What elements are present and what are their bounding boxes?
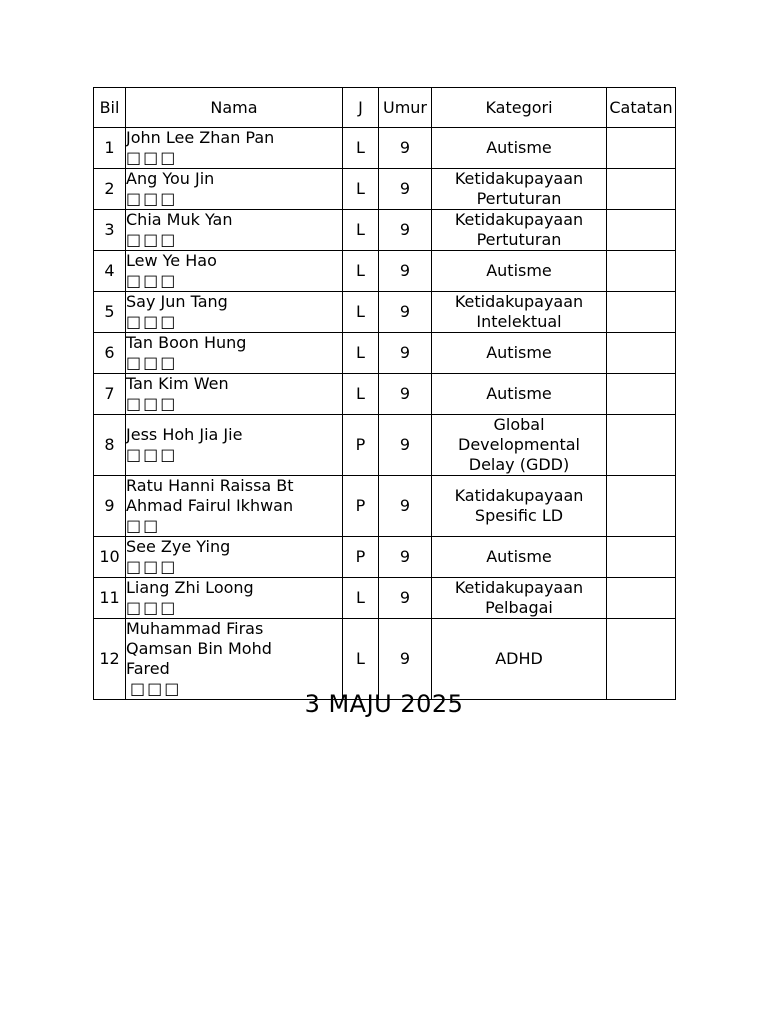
cell-catatan — [607, 251, 676, 292]
cell-bil: 9 — [94, 476, 126, 537]
kategori-line: Developmental — [458, 435, 580, 454]
header-catatan: Catatan — [607, 88, 676, 128]
student-name-line: Tan Boon Hung — [126, 333, 247, 352]
kategori-line: Ketidakupayaan — [454, 210, 584, 229]
cell-kategori — [432, 292, 607, 333]
kategori-line: Ketidakupayaan — [454, 292, 584, 311]
kategori-line: Autisme — [486, 138, 552, 157]
cell-catatan — [607, 169, 676, 210]
table-row — [94, 476, 676, 537]
cell-jantina: P — [343, 537, 379, 578]
cell-catatan — [607, 476, 676, 537]
kategori-line: Katidakupayaan — [454, 486, 584, 505]
header-nama: Nama — [126, 88, 343, 128]
cell-kategori — [432, 251, 607, 292]
student-name-line: Muhammad Firas — [126, 619, 264, 638]
cell-umur: 9 — [379, 415, 432, 476]
cell-nama — [126, 619, 343, 700]
cell-kategori — [432, 210, 607, 251]
student-name-line: See Zye Ying — [126, 537, 231, 556]
cell-umur: 9 — [379, 333, 432, 374]
cell-jantina: P — [343, 415, 379, 476]
header-umur: Umur — [379, 88, 432, 128]
student-chinese-name: □□□ — [126, 353, 178, 372]
cell-umur: 9 — [379, 210, 432, 251]
cell-nama — [126, 251, 343, 292]
table-row — [94, 374, 676, 415]
document-date: 3 MAJU 2025 — [304, 690, 464, 718]
table-row — [94, 128, 676, 169]
table-row — [94, 210, 676, 251]
cell-jantina: L — [343, 619, 379, 700]
cell-umur: 9 — [379, 578, 432, 619]
cell-kategori — [432, 619, 607, 700]
student-name-line: Tan Kim Wen — [126, 374, 229, 393]
student-chinese-name: □□□ — [126, 598, 178, 617]
student-chinese-name: □□□ — [126, 189, 178, 208]
student-name-line: Ang You Jin — [126, 169, 215, 188]
student-chinese-name: □□□ — [126, 230, 178, 249]
cell-catatan — [607, 578, 676, 619]
kategori-line: Global — [493, 415, 545, 434]
cell-umur: 9 — [379, 251, 432, 292]
student-name-line: Lew Ye Hao — [126, 251, 217, 270]
student-name-line: Jess Hoh Jia Jie — [126, 425, 243, 444]
header-kategori: Kategori — [432, 88, 607, 128]
cell-umur: 9 — [379, 476, 432, 537]
student-chinese-name: □□□ — [126, 445, 178, 464]
student-name-line: Say Jun Tang — [126, 292, 228, 311]
cell-kategori — [432, 415, 607, 476]
cell-bil: 8 — [94, 415, 126, 476]
cell-jantina: L — [343, 578, 379, 619]
cell-jantina: L — [343, 251, 379, 292]
kategori-line: Pertuturan — [476, 189, 562, 208]
cell-catatan — [607, 333, 676, 374]
kategori-line: Ketidakupayaan — [454, 578, 584, 597]
cell-kategori — [432, 374, 607, 415]
cell-umur: 9 — [379, 128, 432, 169]
table-row — [94, 292, 676, 333]
cell-nama — [126, 333, 343, 374]
table-body — [94, 128, 676, 700]
cell-kategori — [432, 476, 607, 537]
cell-kategori — [432, 169, 607, 210]
cell-catatan — [607, 210, 676, 251]
cell-catatan — [607, 537, 676, 578]
cell-nama — [126, 537, 343, 578]
student-name-line: Liang Zhi Loong — [126, 578, 254, 597]
table-row — [94, 415, 676, 476]
kategori-line: Autisme — [486, 547, 552, 566]
kategori-line: Spesific LD — [474, 506, 564, 525]
student-name-line: Fared — [126, 659, 170, 678]
cell-nama — [126, 210, 343, 251]
cell-bil: 4 — [94, 251, 126, 292]
kategori-line: ADHD — [495, 649, 543, 668]
cell-bil: 3 — [94, 210, 126, 251]
cell-umur: 9 — [379, 169, 432, 210]
cell-catatan — [607, 415, 676, 476]
student-chinese-name: □□□ — [126, 394, 178, 413]
table-row — [94, 619, 676, 700]
cell-nama — [126, 169, 343, 210]
student-name-line: Qamsan Bin Mohd — [126, 639, 272, 658]
cell-kategori — [432, 333, 607, 374]
kategori-line: Ketidakupayaan — [454, 169, 584, 188]
cell-bil: 6 — [94, 333, 126, 374]
cell-catatan — [607, 292, 676, 333]
cell-bil: 1 — [94, 128, 126, 169]
cell-bil: 12 — [94, 619, 126, 700]
cell-jantina: L — [343, 374, 379, 415]
kategori-line: Autisme — [486, 343, 552, 362]
table-row — [94, 169, 676, 210]
cell-jantina: L — [343, 210, 379, 251]
student-chinese-name: □□□ — [126, 148, 178, 167]
kategori-line: Intelektual — [476, 312, 562, 331]
cell-umur: 9 — [379, 619, 432, 700]
cell-nama — [126, 374, 343, 415]
header-bil: Bil — [94, 88, 126, 128]
student-chinese-name: □□□ — [126, 557, 178, 576]
student-chinese-name: □□□ — [126, 312, 178, 331]
cell-nama — [126, 578, 343, 619]
cell-umur: 9 — [379, 374, 432, 415]
cell-jantina: P — [343, 476, 379, 537]
cell-umur: 9 — [379, 537, 432, 578]
cell-catatan — [607, 374, 676, 415]
student-chinese-name: □□ — [126, 516, 161, 535]
student-name-line: Ratu Hanni Raissa Bt — [126, 476, 294, 495]
cell-bil: 10 — [94, 537, 126, 578]
student-chinese-name: □□□ — [130, 679, 182, 698]
table-row — [94, 333, 676, 374]
kategori-line: Pelbagai — [485, 598, 553, 617]
student-chinese-name: □□□ — [126, 271, 178, 290]
student-name-line: Ahmad Fairul Ikhwan — [126, 496, 294, 515]
table-row — [94, 251, 676, 292]
kategori-line: Autisme — [486, 384, 552, 403]
cell-jantina: L — [343, 169, 379, 210]
table-header-row — [94, 88, 676, 128]
table-row — [94, 537, 676, 578]
cell-nama — [126, 476, 343, 537]
cell-jantina: L — [343, 333, 379, 374]
cell-jantina: L — [343, 292, 379, 333]
kategori-line: Pertuturan — [476, 230, 562, 249]
cell-umur: 9 — [379, 292, 432, 333]
cell-nama — [126, 292, 343, 333]
student-name-line: John Lee Zhan Pan — [126, 128, 275, 147]
cell-nama — [126, 415, 343, 476]
cell-bil: 5 — [94, 292, 126, 333]
cell-jantina: L — [343, 128, 379, 169]
cell-bil: 2 — [94, 169, 126, 210]
cell-kategori — [432, 578, 607, 619]
cell-catatan — [607, 128, 676, 169]
table-row — [94, 578, 676, 619]
student-table — [93, 87, 676, 700]
cell-nama — [126, 128, 343, 169]
cell-bil: 7 — [94, 374, 126, 415]
cell-catatan — [607, 619, 676, 700]
cell-bil: 11 — [94, 578, 126, 619]
header-j: J — [343, 88, 379, 128]
cell-kategori — [432, 537, 607, 578]
kategori-line: Autisme — [486, 261, 552, 280]
cell-kategori — [432, 128, 607, 169]
student-name-line: Chia Muk Yan — [126, 210, 233, 229]
kategori-line: Delay (GDD) — [468, 455, 570, 474]
